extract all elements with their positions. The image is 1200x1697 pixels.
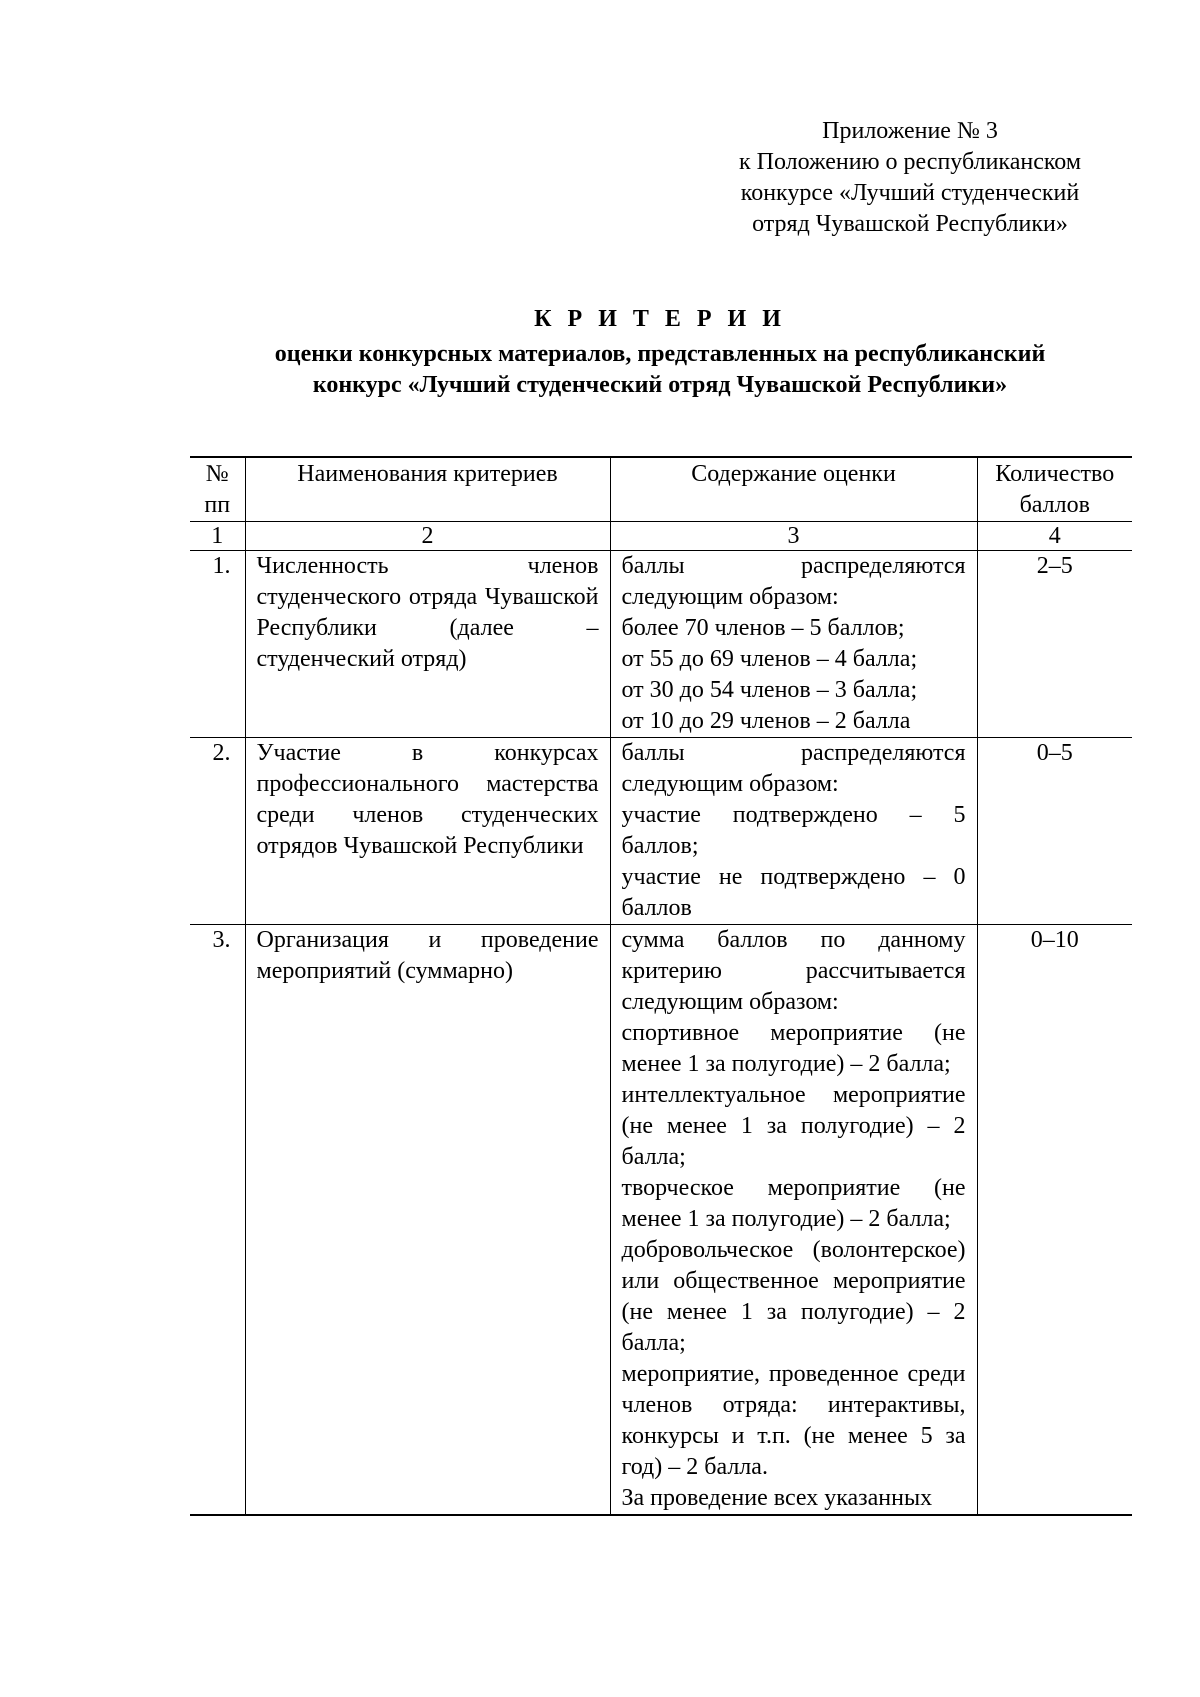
appendix-line: отряд Чувашской Республики» bbox=[752, 211, 1068, 237]
appendix-note bbox=[700, 116, 1120, 240]
points-value: 2–5 bbox=[977, 551, 1132, 738]
header-points-line: Количество bbox=[995, 461, 1115, 487]
evaluation-line: более 70 членов – 5 баллов; bbox=[621, 615, 905, 641]
table-row bbox=[190, 551, 1132, 738]
row-number: 2. bbox=[190, 738, 245, 925]
title-heading: К Р И Т Е Р И И bbox=[534, 306, 786, 332]
header-number-line: пп bbox=[204, 492, 231, 518]
criteria-name: Численность членов студенческого отряда Чувашской Республики (далее – студенческий отряд) bbox=[245, 551, 610, 738]
points-value: 0–10 bbox=[977, 925, 1132, 1516]
column-index: 4 bbox=[977, 522, 1132, 551]
appendix-line: к Положению о республиканском bbox=[738, 149, 1082, 175]
evaluation-line: спортивное мероприятие (не менее 1 за полугодие) – 2 балла; bbox=[621, 1020, 966, 1077]
evaluation-line: баллы распределяются следующим образом: bbox=[621, 740, 966, 797]
evaluation-line: участие подтверждено – 5 баллов; bbox=[621, 802, 966, 859]
evaluation-line: участие не подтверждено – 0 баллов bbox=[621, 864, 966, 921]
points-value: 0–5 bbox=[977, 738, 1132, 925]
evaluation-line: от 10 до 29 членов – 2 балла bbox=[621, 708, 911, 734]
evaluation-line: интеллектуальное мероприятие (не менее 1 за полугодие) – 2 балла; bbox=[621, 1082, 966, 1170]
document-title bbox=[180, 304, 1140, 401]
evaluation-content bbox=[610, 738, 977, 925]
evaluation-line: баллы распределяются следующим образом: bbox=[621, 553, 966, 610]
row-number: 3. bbox=[190, 925, 245, 1516]
header-number bbox=[190, 457, 245, 522]
header-points-line: баллов bbox=[1019, 492, 1090, 518]
evaluation-line: от 30 до 54 членов – 3 балла; bbox=[621, 677, 918, 703]
appendix-line: Приложение № 3 bbox=[822, 118, 998, 144]
table-header-row bbox=[190, 457, 1132, 522]
header-criteria-name: Наименования критериев bbox=[245, 457, 610, 522]
criteria-name: Организация и проведение мероприятий (суммарно) bbox=[245, 925, 610, 1516]
evaluation-line: сумма баллов по данному критерию рассчитывается следующим образом: bbox=[621, 927, 966, 1015]
table-row bbox=[190, 738, 1132, 925]
header-number-line: № bbox=[205, 461, 229, 487]
criteria-name: Участие в конкурсах профессионального мастерства среди членов студенческих отрядов Чувашской Республики bbox=[245, 738, 610, 925]
column-index: 3 bbox=[610, 522, 977, 551]
column-index: 1 bbox=[190, 522, 245, 551]
appendix-line: конкурсе «Лучший студенческий bbox=[740, 180, 1080, 206]
header-evaluation-content: Содержание оценки bbox=[610, 457, 977, 522]
evaluation-line: За проведение всех указанных bbox=[621, 1485, 933, 1511]
header-points bbox=[977, 457, 1132, 522]
evaluation-line: добровольческое (волонтерское) или общественное мероприятие (не менее 1 за полугодие) – 2 балла; bbox=[621, 1237, 966, 1356]
evaluation-line: творческое мероприятие (не менее 1 за полугодие) – 2 балла; bbox=[621, 1175, 966, 1232]
evaluation-line: от 55 до 69 членов – 4 балла; bbox=[621, 646, 918, 672]
title-subtitle-line: оценки конкурсных материалов, представленных на республиканский bbox=[274, 341, 1046, 367]
table-row bbox=[190, 925, 1132, 1516]
column-index: 2 bbox=[245, 522, 610, 551]
row-number: 1. bbox=[190, 551, 245, 738]
evaluation-content bbox=[610, 551, 977, 738]
title-subtitle-line: конкурс «Лучший студенческий отряд Чувашской Республики» bbox=[312, 372, 1008, 398]
evaluation-line: мероприятие, проведенное среди членов отряда: интерактивы, конкурсы и т.п. (не менее 5 за год) – 2 балла. bbox=[621, 1361, 966, 1480]
evaluation-content bbox=[610, 925, 977, 1516]
column-index-row bbox=[190, 522, 1132, 551]
criteria-table bbox=[190, 456, 1132, 1516]
